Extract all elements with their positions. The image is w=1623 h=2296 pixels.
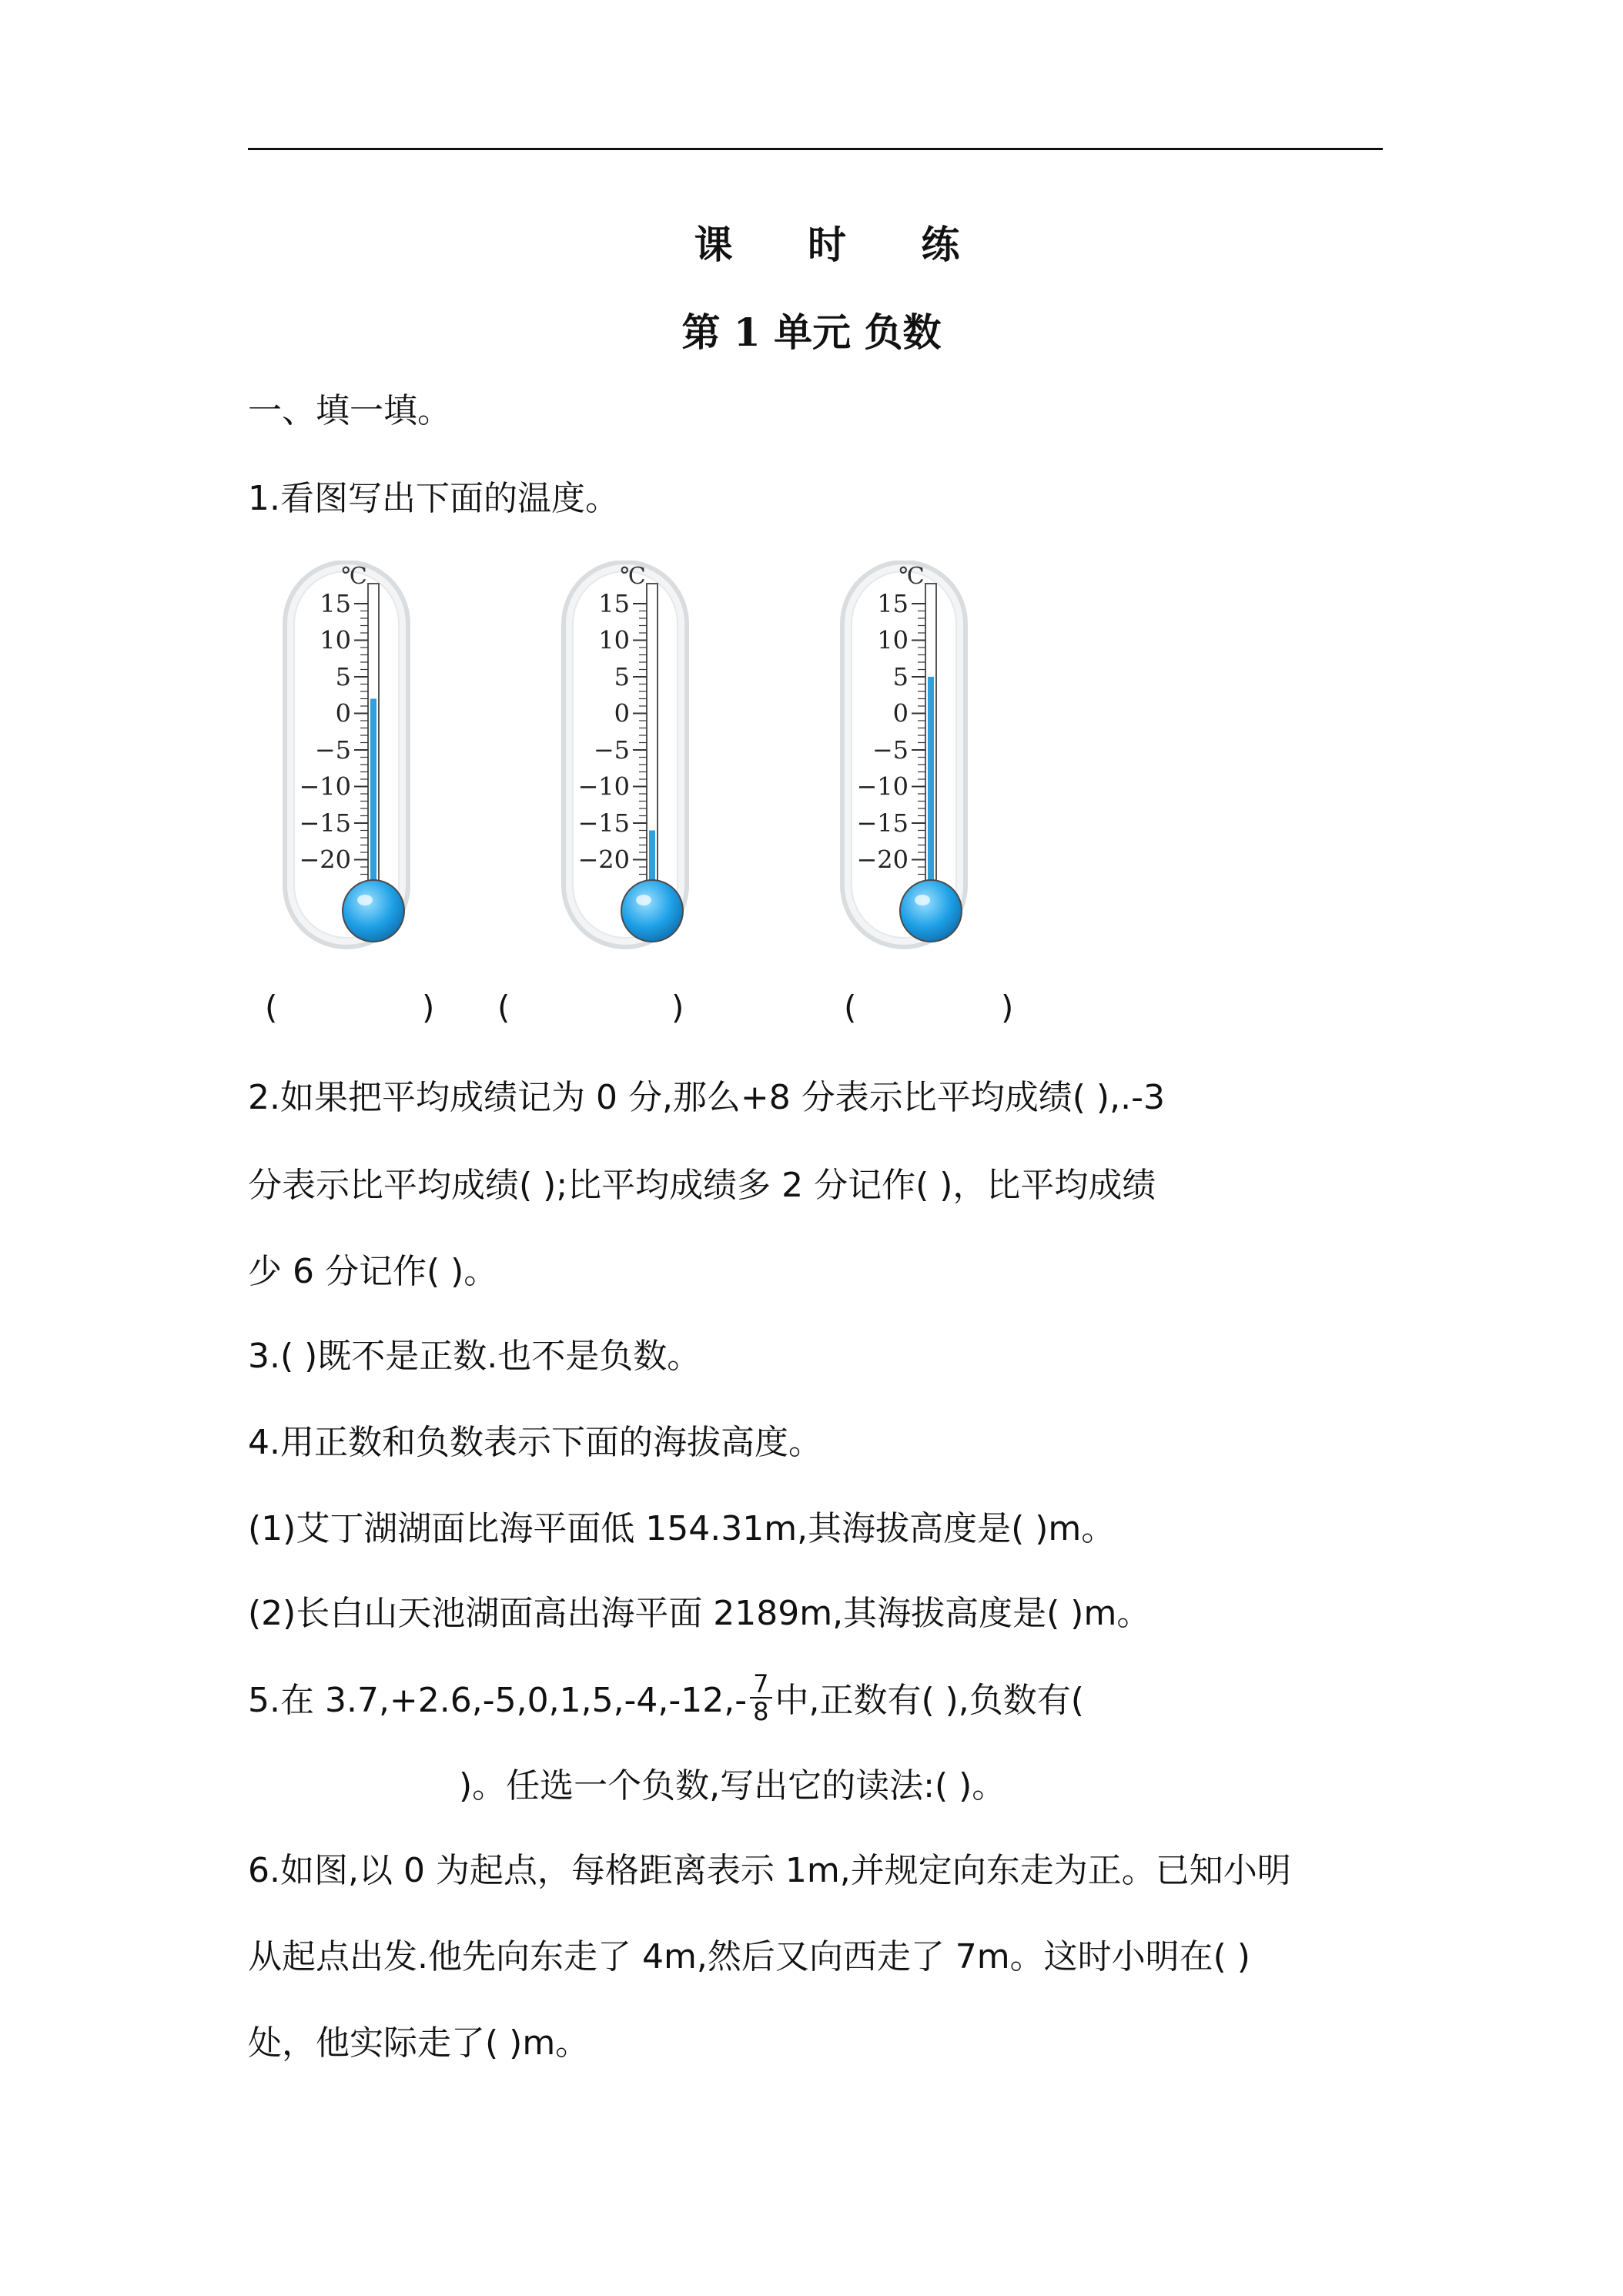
- tick-label: 5: [614, 662, 630, 691]
- question-6-line-1: 6.如图,以 0 为起点，每格距离表示 1m,并规定向东走为正。已知小明: [248, 1851, 1291, 1890]
- answer-2-close: ): [671, 989, 684, 1026]
- thermometer-bulb: [343, 880, 404, 942]
- tick-label: 10: [598, 625, 630, 655]
- question-5-line-1: [248, 1669, 1084, 1729]
- thermometer-1: [277, 561, 416, 953]
- tick-label: 10: [320, 625, 351, 655]
- section-heading: 一、填一填。: [248, 391, 451, 430]
- question-5-line-2: )。任选一个负数,写出它的读法:( )。: [459, 1766, 1006, 1806]
- tick-label: −15: [577, 808, 630, 838]
- question-2-line-3: 少 6 分记作( )。: [248, 1252, 498, 1291]
- tick-label: 0: [335, 698, 351, 728]
- tick-label: −10: [299, 771, 351, 802]
- tick-label: 5: [335, 662, 351, 691]
- unit-title: 第 1 单元 负数: [681, 310, 942, 355]
- page-title: 课 时 练: [694, 222, 991, 267]
- bulb-highlight: [915, 895, 930, 905]
- answer-1-close: ): [422, 989, 435, 1026]
- question-6-line-2: 从起点出发.他先向东走了 4m,然后又向西走了 7m。这时小明在( ): [248, 1937, 1250, 1976]
- unit-label: ℃: [341, 563, 367, 590]
- tick-label: 15: [320, 589, 351, 618]
- mercury-column: [370, 699, 376, 912]
- tick-label: 15: [877, 589, 909, 618]
- question-2-line-2: 分表示比平均成绩( );比平均成绩多 2 分记作( )，比平均成绩: [248, 1166, 1156, 1205]
- question-2-line-1: 2.如果把平均成绩记为 0 分,那么+8 分表示比平均成绩( ),.-3: [248, 1078, 1165, 1117]
- tick-label: −20: [577, 845, 630, 875]
- thermometer-bulb: [621, 880, 683, 942]
- tick-label: −10: [856, 771, 909, 802]
- fraction-numerator: 7: [750, 1671, 771, 1699]
- question-3: 3.( )既不是正数.也不是负数。: [248, 1337, 701, 1376]
- unit-label: ℃: [899, 563, 925, 590]
- tick-label: 5: [892, 662, 909, 691]
- header-rule: [248, 148, 1383, 150]
- answer-3-open: (: [844, 989, 857, 1026]
- tick-label: 10: [877, 625, 909, 655]
- tick-label: 15: [598, 589, 630, 618]
- tick-label: −15: [856, 808, 909, 838]
- tick-label: 0: [892, 698, 909, 728]
- bulb-highlight: [636, 895, 651, 905]
- fraction: [750, 1671, 771, 1725]
- tick-label: −5: [872, 735, 909, 765]
- thermometer-2: [556, 561, 694, 953]
- tick-label: 0: [614, 698, 630, 728]
- answer-3-close: ): [1001, 989, 1014, 1026]
- thermometer-bulb: [900, 880, 962, 942]
- tick-label: −20: [299, 845, 351, 875]
- answer-2-open: (: [497, 989, 510, 1026]
- tick-label: −5: [314, 735, 351, 765]
- question-6-line-3: 处，他实际走了( )m。: [248, 2023, 590, 2063]
- thermometer-3: [835, 561, 973, 953]
- tick-label: −10: [577, 771, 630, 802]
- question-4-sub-1: (1)艾丁湖湖面比海平面低 154.31m,其海拔高度是( )m。: [248, 1509, 1116, 1548]
- question-5-after: 中,正数有( ),负数有(: [775, 1681, 1084, 1720]
- question-1: 1.看图写出下面的温度。: [248, 479, 619, 518]
- question-5-before: 5.在 3.7,+2.6,-5,0,1,5,-4,-12,-: [248, 1681, 748, 1720]
- unit-label: ℃: [620, 563, 646, 590]
- tick-label: −15: [299, 808, 351, 838]
- bulb-highlight: [357, 895, 373, 905]
- question-4: 4.用正数和负数表示下面的海拔高度。: [248, 1423, 822, 1462]
- fraction-denominator: 8: [753, 1697, 769, 1726]
- tick-label: −20: [856, 845, 909, 875]
- mercury-column: [928, 677, 934, 911]
- tick-label: −5: [593, 735, 630, 765]
- question-4-sub-2: (2)长白山天池湖面高出海平面 2189m,其海拔高度是( )m。: [248, 1594, 1151, 1633]
- answer-1-open: (: [265, 989, 278, 1026]
